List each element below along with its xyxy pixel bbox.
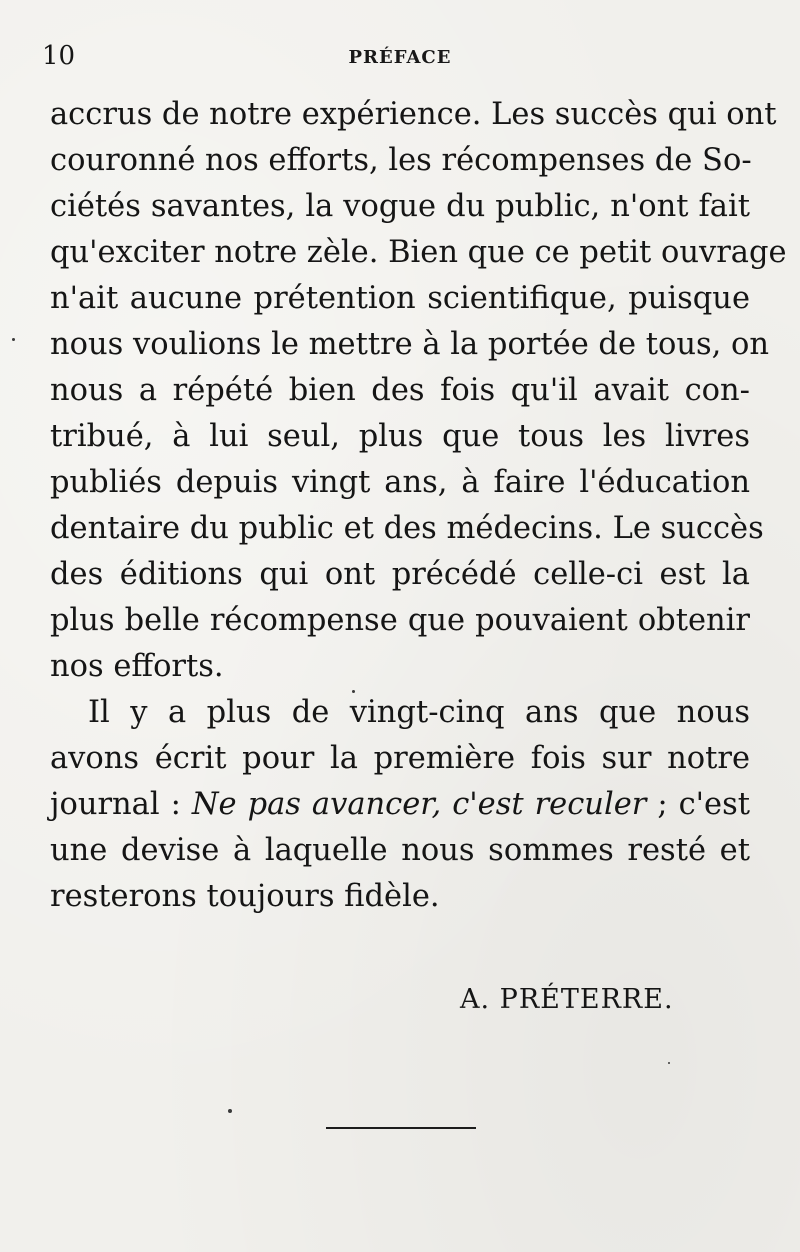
- text-line: Il y a plus de vingt-cinq ans que nous: [88, 695, 750, 730]
- print-speck: [12, 338, 15, 341]
- text-line: qu'exciter notre zèle. Bien que ce petit ouvrage: [50, 235, 787, 270]
- text-line-with-motto: [50, 782, 750, 828]
- text-fragment: ; c'est: [646, 787, 751, 822]
- text-line: publiés depuis vingt ans, à faire l'éducation: [50, 465, 750, 500]
- page-number: 10: [42, 41, 76, 71]
- body-text: [50, 92, 787, 920]
- closing-rule: [326, 1127, 476, 1129]
- print-speck: [668, 1062, 670, 1064]
- text-line: nous voulions le mettre à la portée de tous, on: [50, 327, 770, 362]
- text-line: des éditions qui ont précédé celle-ci est la: [50, 557, 750, 592]
- print-speck: [228, 1109, 232, 1113]
- author-signature: A. PRÉTERRE.: [460, 984, 674, 1015]
- text-line: une devise à laquelle nous sommes resté et: [50, 833, 750, 868]
- paragraph-1: [50, 92, 787, 690]
- text-line: n'ait aucune prétention scientifique, puisque: [50, 281, 750, 316]
- text-line: nos efforts.: [50, 649, 224, 684]
- running-title: PRÉFACE: [348, 47, 452, 68]
- motto: Ne pas avancer, c'est reculer: [191, 787, 647, 822]
- text-line: plus belle récompense que pouvaient obtenir: [50, 603, 750, 638]
- text-line: tribué, à lui seul, plus que tous les livres: [50, 419, 750, 454]
- text-line: accrus de notre expérience. Les succès qui ont: [50, 97, 777, 132]
- text-fragment: journal :: [50, 787, 192, 822]
- text-line: couronné nos efforts, les récompenses de So-: [50, 143, 752, 178]
- text-line: resterons toujours fidèle.: [50, 879, 440, 914]
- text-line: avons écrit pour la première fois sur notre: [50, 741, 750, 776]
- print-speck: [352, 690, 355, 693]
- text-line: dentaire du public et des médecins. Le succès: [50, 511, 764, 546]
- text-line: nous a répété bien des fois qu'il avait con-: [50, 373, 750, 408]
- text-line: ciétés savantes, la vogue du public, n'ont fait: [50, 189, 750, 224]
- paragraph-2: [50, 690, 750, 920]
